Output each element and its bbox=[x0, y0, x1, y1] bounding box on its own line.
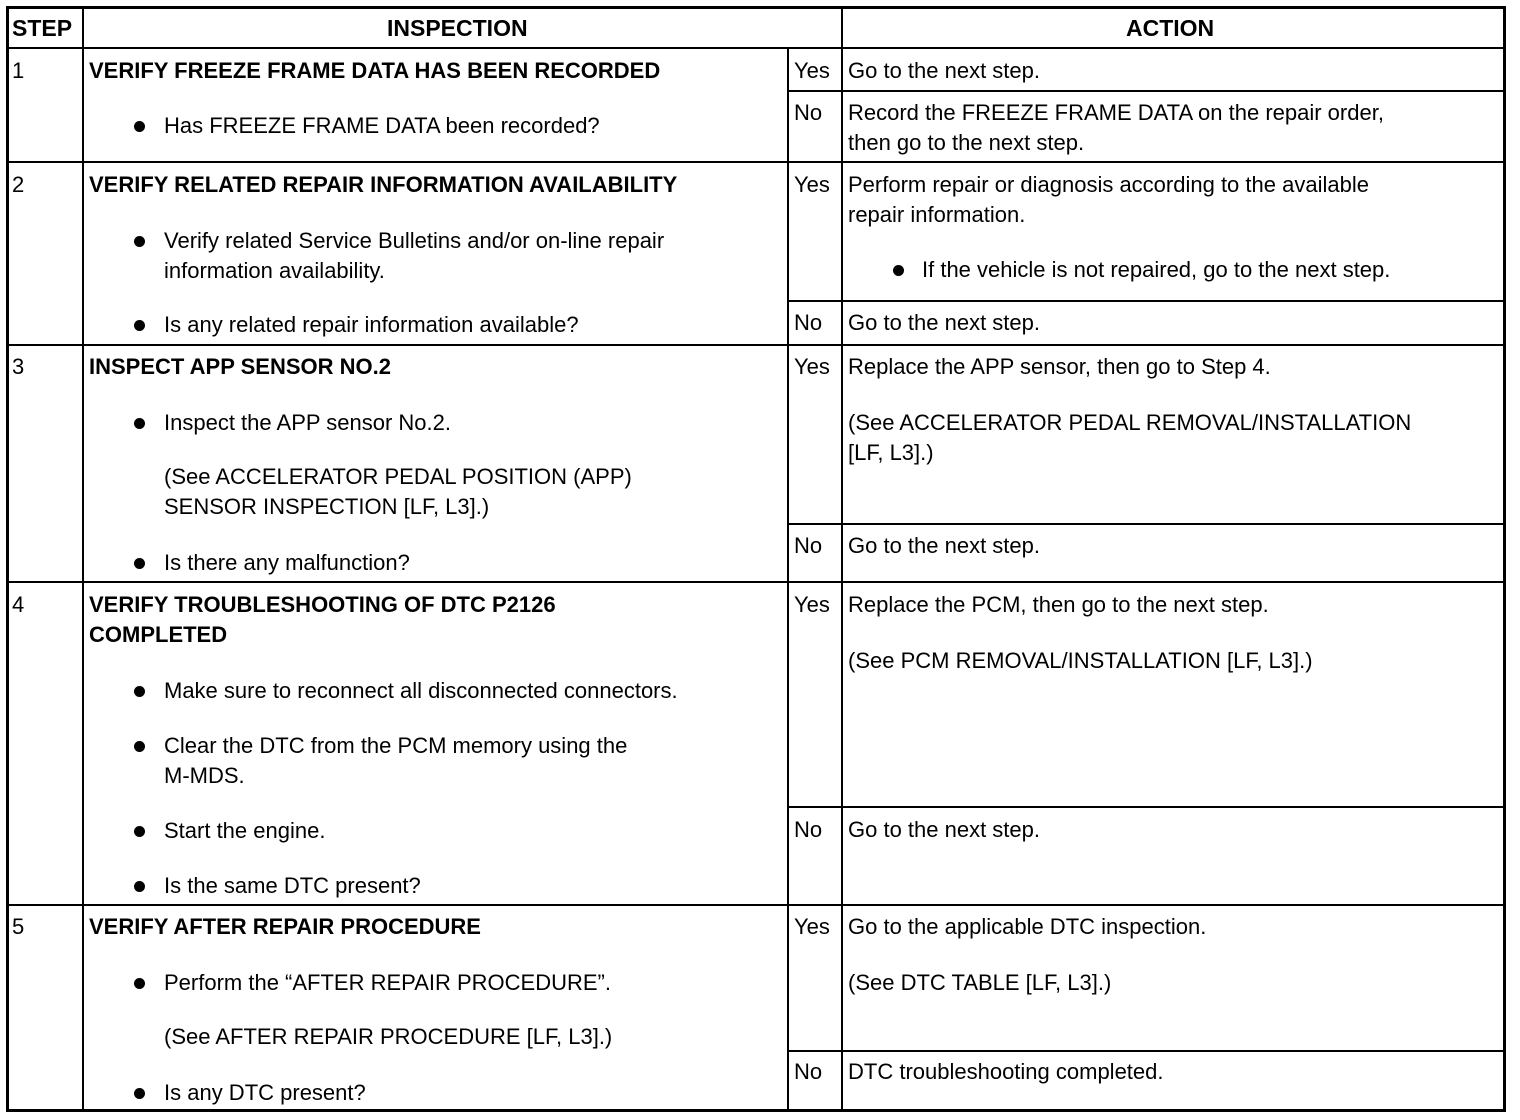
bullet-icon bbox=[134, 686, 145, 697]
yes-action: Go to the next step. bbox=[848, 58, 1041, 83]
bullet-icon bbox=[893, 265, 904, 276]
yes-label: Yes bbox=[794, 172, 830, 197]
yes-action: [LF, L3].) bbox=[848, 440, 934, 465]
yes-label: Yes bbox=[794, 592, 830, 617]
header-inspection: INSPECTION bbox=[387, 15, 528, 41]
inspection-bullet: Start the engine. bbox=[164, 818, 326, 843]
grid-line-h-yesno-2 bbox=[787, 300, 1506, 302]
no-action: Go to the next step. bbox=[848, 533, 1041, 558]
inspection-bullet: Is any related repair information available? bbox=[164, 312, 579, 337]
inspection-bullet: M-MDS. bbox=[164, 763, 245, 788]
grid-line-v-step bbox=[82, 6, 84, 1112]
inspection-note: (See ACCELERATOR PEDAL POSITION (APP) bbox=[164, 464, 632, 489]
inspection-bullet: Clear the DTC from the PCM memory using the bbox=[164, 733, 628, 758]
no-label: No bbox=[794, 310, 823, 335]
inspection-bullet: Is there any malfunction? bbox=[164, 550, 410, 575]
bullet-icon bbox=[134, 121, 145, 132]
bullet-icon bbox=[134, 741, 145, 752]
grid-line-h-header bbox=[6, 47, 1506, 49]
inspection-bullet: Perform the “AFTER REPAIR PROCEDURE”. bbox=[164, 970, 611, 995]
yes-action: Replace the PCM, then go to the next step. bbox=[848, 592, 1269, 617]
yes-action: Replace the APP sensor, then go to Step 4. bbox=[848, 354, 1271, 379]
step-number: 1 bbox=[12, 58, 25, 83]
grid-line-v-yesno bbox=[787, 48, 789, 1112]
grid-line-h-row1 bbox=[6, 161, 1506, 163]
no-action: Record the FREEZE FRAME DATA on the repair order, bbox=[848, 100, 1384, 125]
bullet-icon bbox=[134, 558, 145, 569]
grid-line-h-row4 bbox=[6, 904, 1506, 906]
no-label: No bbox=[794, 817, 823, 842]
step-number: 4 bbox=[12, 592, 25, 617]
yes-label: Yes bbox=[794, 914, 830, 939]
grid-line-h-yesno-1 bbox=[787, 90, 1506, 92]
inspection-bullet: information availability. bbox=[164, 258, 385, 283]
no-action: DTC troubleshooting completed. bbox=[848, 1059, 1164, 1084]
no-label: No bbox=[794, 533, 823, 558]
header-action: ACTION bbox=[1126, 15, 1215, 41]
inspection-note: (See AFTER REPAIR PROCEDURE [LF, L3].) bbox=[164, 1024, 613, 1049]
yes-action: Go to the applicable DTC inspection. bbox=[848, 914, 1207, 939]
bullet-icon bbox=[134, 418, 145, 429]
yes-action: (See ACCELERATOR PEDAL REMOVAL/INSTALLATION bbox=[848, 410, 1412, 435]
inspection-bullet: Is the same DTC present? bbox=[164, 873, 421, 898]
inspection-bullet: Has FREEZE FRAME DATA been recorded? bbox=[164, 113, 600, 138]
yes-label: Yes bbox=[794, 354, 830, 379]
bullet-icon bbox=[134, 320, 145, 331]
step-title: VERIFY TROUBLESHOOTING OF DTC P2126 bbox=[89, 592, 556, 617]
grid-line-h-yesno-4 bbox=[787, 806, 1506, 808]
step-number: 5 bbox=[12, 914, 25, 939]
yes-action: (See DTC TABLE [LF, L3].) bbox=[848, 970, 1112, 995]
inspection-bullet: Verify related Service Bulletins and/or on-line repair bbox=[164, 228, 665, 253]
grid-line-v-action bbox=[841, 6, 843, 1112]
inspection-bullet: Is any DTC present? bbox=[164, 1080, 366, 1105]
step-number: 2 bbox=[12, 172, 25, 197]
bullet-icon bbox=[134, 1088, 145, 1099]
inspection-note: SENSOR INSPECTION [LF, L3].) bbox=[164, 494, 490, 519]
step-title: VERIFY RELATED REPAIR INFORMATION AVAILABILITY bbox=[89, 172, 678, 197]
no-action: Go to the next step. bbox=[848, 310, 1041, 335]
step-title: COMPLETED bbox=[89, 622, 228, 647]
bullet-icon bbox=[134, 236, 145, 247]
grid-line-h-yesno-3 bbox=[787, 523, 1506, 525]
no-label: No bbox=[794, 1059, 823, 1084]
header-step: STEP bbox=[12, 15, 73, 41]
yes-action: (See PCM REMOVAL/INSTALLATION [LF, L3].) bbox=[848, 648, 1313, 673]
step-title: VERIFY AFTER REPAIR PROCEDURE bbox=[89, 914, 481, 939]
yes-action: repair information. bbox=[848, 202, 1026, 227]
grid-line-h-row2 bbox=[6, 344, 1506, 346]
no-action: then go to the next step. bbox=[848, 130, 1085, 155]
no-action: Go to the next step. bbox=[848, 817, 1041, 842]
yes-action: Perform repair or diagnosis according to the available bbox=[848, 172, 1369, 197]
bullet-icon bbox=[134, 881, 145, 892]
yes-label: Yes bbox=[794, 58, 830, 83]
inspection-bullet: Make sure to reconnect all disconnected connectors. bbox=[164, 678, 678, 703]
grid-line-h-yesno-5 bbox=[787, 1050, 1506, 1052]
step-number: 3 bbox=[12, 354, 25, 379]
inspection-bullet: Inspect the APP sensor No.2. bbox=[164, 410, 451, 435]
step-title: VERIFY FREEZE FRAME DATA HAS BEEN RECORDED bbox=[89, 58, 661, 83]
bullet-icon bbox=[134, 978, 145, 989]
yes-action: If the vehicle is not repaired, go to the next step. bbox=[922, 257, 1391, 282]
bullet-icon bbox=[134, 826, 145, 837]
no-label: No bbox=[794, 100, 823, 125]
grid-line-h-row3 bbox=[6, 581, 1506, 583]
step-title: INSPECT APP SENSOR NO.2 bbox=[89, 354, 391, 379]
